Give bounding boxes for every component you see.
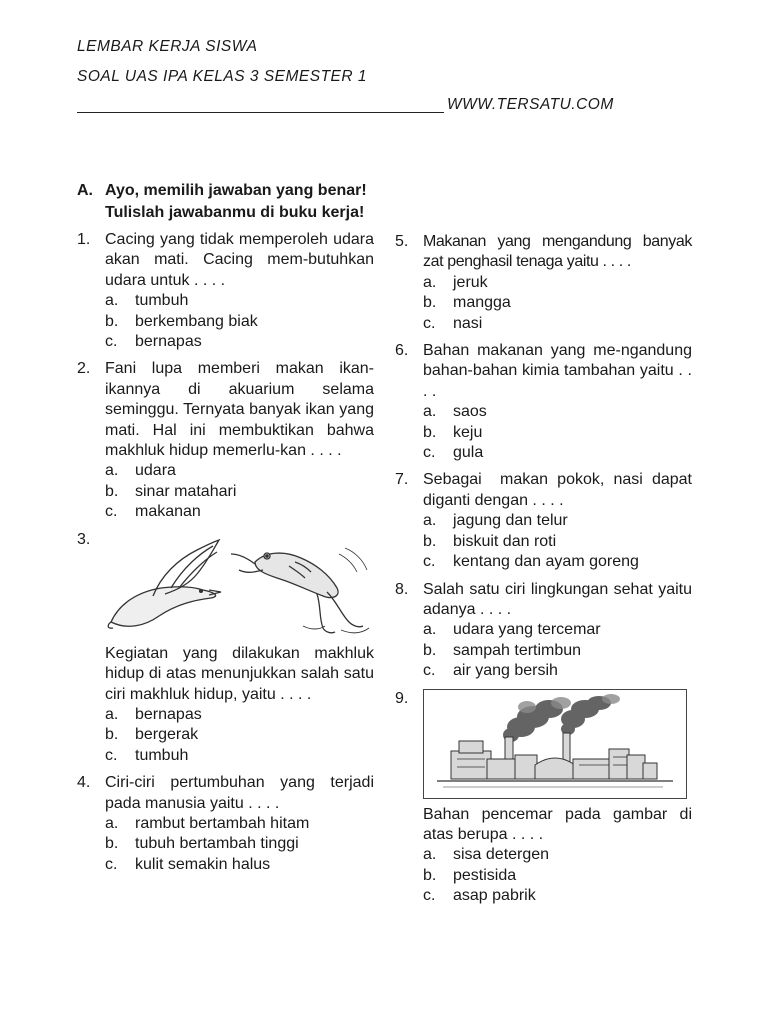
option-c[interactable] <box>105 746 374 766</box>
question-number: 7. <box>395 471 409 489</box>
factory-figure <box>423 689 687 799</box>
option-b[interactable] <box>423 423 692 443</box>
bird-icon <box>108 540 221 628</box>
option-a[interactable] <box>423 845 692 865</box>
option-text: mangga <box>453 294 511 312</box>
option-text: kentang dan ayam goreng <box>453 553 639 571</box>
option-letter: a. <box>423 846 437 864</box>
option-letter: b. <box>105 482 119 500</box>
question-number: 8. <box>395 580 409 598</box>
question-5 <box>395 232 692 334</box>
option-text: udara <box>135 462 176 480</box>
option-text: keju <box>453 423 483 441</box>
option-b[interactable] <box>105 725 374 745</box>
frog-icon <box>231 548 369 633</box>
option-a[interactable] <box>423 511 692 531</box>
option-text: berkembang biak <box>135 312 258 330</box>
option-text: saos <box>453 403 487 421</box>
right-column <box>395 232 697 914</box>
question-number: 4. <box>77 774 91 792</box>
question-number: 9. <box>395 689 409 707</box>
option-text: kulit semakin halus <box>135 855 271 873</box>
left-column <box>77 230 374 882</box>
question-1 <box>77 230 374 352</box>
question-7 <box>395 470 697 572</box>
option-letter: c. <box>105 855 118 873</box>
exam-title: SOAL UAS IPA KELAS 3 SEMESTER 1 <box>77 68 368 85</box>
option-letter: a. <box>423 403 437 421</box>
option-letter: c. <box>105 503 118 521</box>
option-letter: a. <box>105 814 119 832</box>
option-c[interactable] <box>105 855 374 875</box>
option-letter: a. <box>105 292 119 310</box>
option-c[interactable] <box>423 886 692 906</box>
option-letter: c. <box>105 746 118 764</box>
option-a[interactable] <box>423 402 692 422</box>
section-subtitle: Tulislah jawabanmu di buku kerja! <box>105 204 365 221</box>
option-b[interactable] <box>105 312 374 332</box>
option-letter: c. <box>423 314 436 332</box>
question-text: Bahan pencemar pada gambar di atas berupa . . . . <box>423 805 692 843</box>
option-letter: a. <box>105 705 119 723</box>
question-text: Bahan makanan yang me-ngandung bahan-bahan kimia tambahan yaitu . . . . <box>423 342 692 400</box>
option-text: nasi <box>453 314 483 332</box>
option-text: tubuh bertambah tinggi <box>135 835 299 853</box>
question-number: 1. <box>77 231 91 248</box>
section-title: Ayo, memilih jawaban yang benar! <box>105 182 367 199</box>
option-text: pestisida <box>453 866 517 884</box>
option-text: sinar matahari <box>135 482 237 500</box>
question-text: Salah satu ciri lingkungan sehat yaitu adanya . . . . <box>423 580 692 618</box>
option-letter: b. <box>423 423 437 441</box>
question-number: 6. <box>395 342 409 360</box>
option-text: tumbuh <box>135 292 189 310</box>
option-c[interactable] <box>423 443 692 463</box>
option-letter: b. <box>423 532 437 550</box>
option-letter: b. <box>105 835 119 853</box>
question-number: 5. <box>395 233 409 250</box>
option-text: bergerak <box>135 726 199 744</box>
option-text: gula <box>453 444 484 462</box>
option-letter: c. <box>423 662 436 680</box>
question-3 <box>77 530 374 766</box>
question-text: Kegiatan yang dilakukan makhluk hidup di atas menunjukkan salah satu ciri makhluk hidup, yaitu . . . . <box>105 644 374 703</box>
option-b[interactable] <box>423 293 692 313</box>
option-a[interactable] <box>105 705 374 725</box>
option-letter: b. <box>423 866 437 884</box>
question-text: Fani lupa memberi makan ikan-ikannya di akuarium selama seminggu. Ternyata banyak ikan yang mati. Hal ini membuktikan bahwa makhluk hidup memerlu-kan . . . . <box>105 360 374 460</box>
question-text: Sebagai makan pokok, nasi dapat diganti dengan . . . . <box>423 471 697 509</box>
option-a[interactable] <box>105 291 374 311</box>
option-letter: b. <box>105 726 119 744</box>
question-number: 2. <box>77 360 91 378</box>
question-4 <box>77 773 374 875</box>
question-text: Makanan yang mengandung banyak zat penghasil tenaga yaitu . . . . <box>423 233 692 271</box>
question-text: Cacing yang tidak memperoleh udara akan mati. Cacing mem-butuhkan udara untuk . . . . <box>105 231 374 289</box>
question-number: 3. <box>77 530 91 548</box>
option-letter: a. <box>105 462 119 480</box>
option-letter: c. <box>423 887 436 905</box>
option-text: biskuit dan roti <box>453 532 557 550</box>
option-c[interactable] <box>105 332 374 352</box>
option-letter: b. <box>423 641 437 659</box>
option-c[interactable] <box>423 314 692 334</box>
option-letter: c. <box>423 553 436 571</box>
section-letter: A. <box>77 182 93 199</box>
option-b[interactable] <box>423 866 692 886</box>
question-8 <box>395 580 692 682</box>
option-text: asap pabrik <box>453 887 536 905</box>
option-b[interactable] <box>105 834 374 854</box>
bird-and-frog-figure <box>105 530 375 640</box>
option-b[interactable] <box>423 641 692 661</box>
option-letter: a. <box>423 621 437 639</box>
website-link[interactable]: WWW.TERSATU.COM <box>447 96 614 113</box>
option-text: rambut bertambah hitam <box>135 814 310 832</box>
option-letter: c. <box>105 333 118 351</box>
option-c[interactable] <box>423 552 692 572</box>
option-a[interactable] <box>423 620 692 640</box>
option-a[interactable] <box>423 273 692 293</box>
question-2 <box>77 359 374 522</box>
question-9 <box>395 689 692 907</box>
option-text: air yang bersih <box>453 662 558 680</box>
option-letter: a. <box>423 512 437 530</box>
option-a[interactable] <box>105 814 374 834</box>
option-text: jagung dan telur <box>453 512 568 530</box>
option-text: sisa detergen <box>453 846 550 864</box>
option-text: sampah tertimbun <box>453 641 582 659</box>
option-b[interactable] <box>105 482 374 502</box>
option-text: jeruk <box>453 273 488 291</box>
option-text: bernapas <box>135 333 202 351</box>
option-letter: a. <box>423 273 437 291</box>
option-letter: b. <box>105 312 119 330</box>
worksheet-title: LEMBAR KERJA SISWA <box>77 38 258 55</box>
option-letter: c. <box>423 444 436 462</box>
option-b[interactable] <box>423 532 692 552</box>
option-text: udara yang tercemar <box>453 621 601 639</box>
question-6 <box>395 341 692 463</box>
option-text: tumbuh <box>135 746 189 764</box>
section-heading <box>77 180 367 224</box>
question-text: Ciri-ciri pertumbuhan yang terjadi pada manusia yaitu . . . . <box>105 774 374 812</box>
header-rule <box>77 112 444 113</box>
option-c[interactable] <box>105 502 374 522</box>
option-a[interactable] <box>105 461 374 481</box>
option-text: bernapas <box>135 705 202 723</box>
option-c[interactable] <box>423 661 692 681</box>
option-letter: b. <box>423 294 437 312</box>
option-text: makanan <box>135 503 201 521</box>
